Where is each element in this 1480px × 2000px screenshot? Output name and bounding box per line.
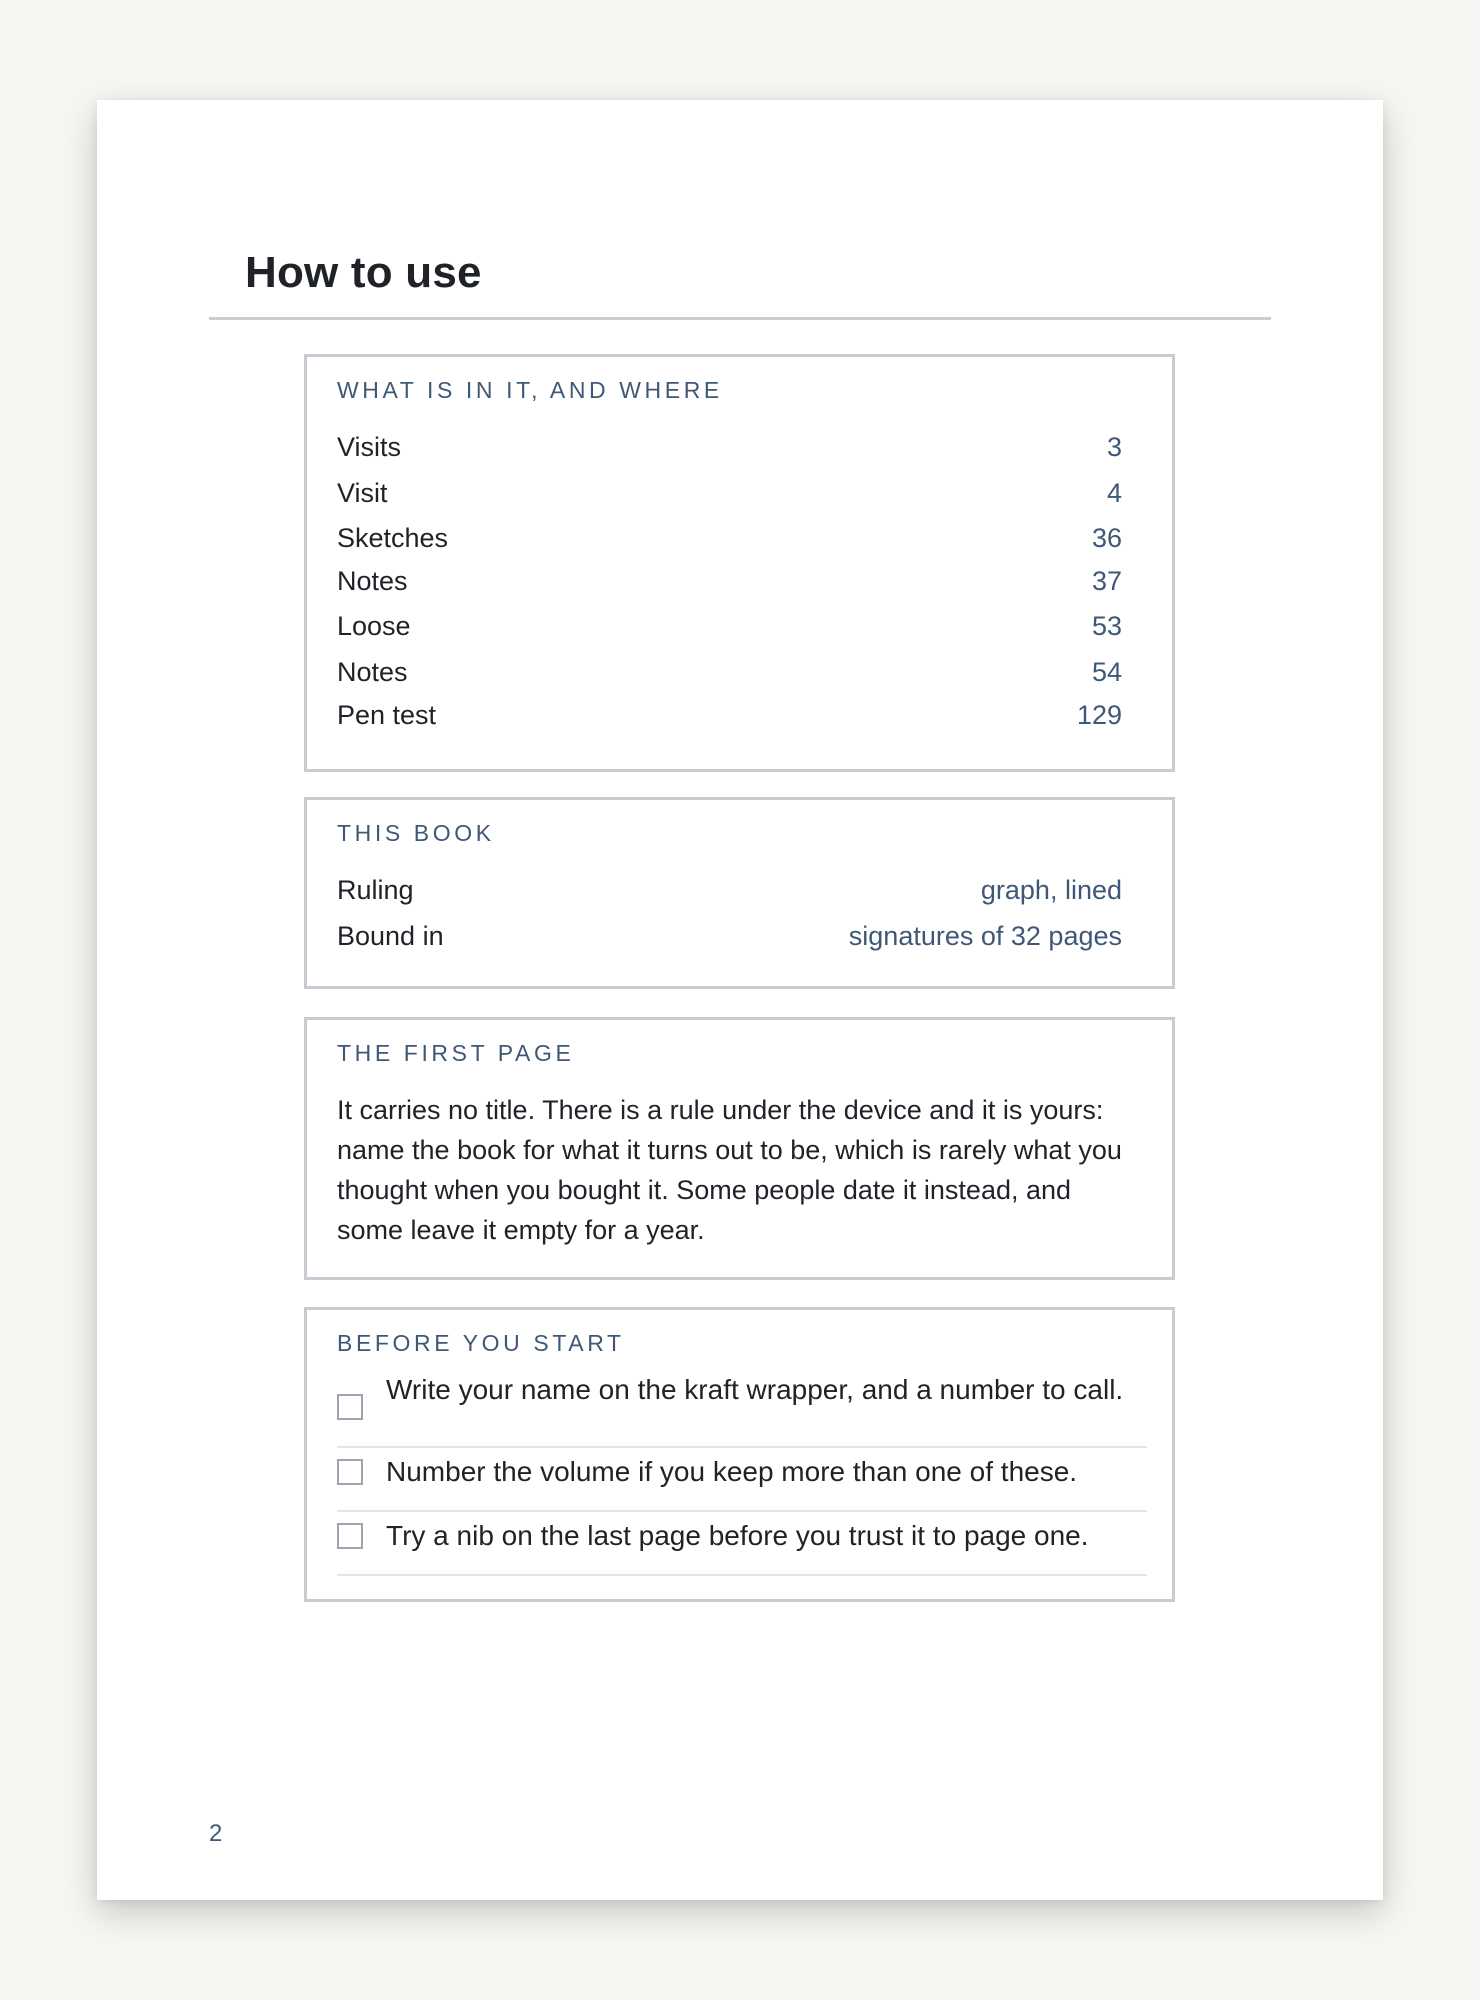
contents-item-page: 3 bbox=[1106, 432, 1122, 462]
checklist-item-text: Write your name on the kraft wrapper, and a number to call. bbox=[386, 1374, 1124, 1405]
page-number: 2 bbox=[209, 1820, 223, 1847]
book-box bbox=[304, 797, 1175, 989]
contents-box bbox=[304, 354, 1175, 772]
contents-item-label: Visits bbox=[337, 432, 402, 462]
contents-item-label: Pen test bbox=[337, 700, 437, 730]
contents-item-label: Notes bbox=[337, 566, 408, 596]
contents-label: WHAT IS IN IT, AND WHERE bbox=[337, 377, 723, 403]
before-start-box bbox=[304, 1307, 1175, 1602]
contents-row bbox=[337, 652, 1122, 692]
notebook-page bbox=[97, 100, 1383, 1900]
contents-item-page: 129 bbox=[1076, 700, 1122, 730]
checklist-item-text: Try a nib on the last page before you trust it to page one. bbox=[386, 1520, 1089, 1551]
checkbox-icon[interactable] bbox=[337, 1523, 363, 1549]
page-title: How to use bbox=[245, 248, 482, 297]
contents-item-label: Notes bbox=[337, 657, 408, 687]
contents-item-page: 37 bbox=[1091, 566, 1122, 596]
contents-row bbox=[337, 518, 1122, 558]
contents-row bbox=[337, 606, 1122, 646]
contents-row bbox=[337, 473, 1122, 513]
contents-item-page: 53 bbox=[1091, 611, 1122, 641]
checklist-item bbox=[337, 1370, 1147, 1448]
first-page-text: It carries no title. There is a rule under the device and it is yours: name the book for what it turns out to be, which is rarely what you thought when you bought it. Some people date it instead, and some leave it empty for a year. bbox=[337, 1095, 1122, 1245]
book-item-value: signatures of 32 pages bbox=[848, 921, 1122, 951]
checklist-item bbox=[337, 1448, 1147, 1512]
title-rule bbox=[209, 317, 1271, 320]
contents-item-label: Visit bbox=[337, 478, 388, 508]
book-item-label: Bound in bbox=[337, 921, 444, 951]
contents-item-page: 4 bbox=[1106, 478, 1122, 508]
contents-item-page: 54 bbox=[1091, 657, 1122, 687]
checklist-item-text: Number the volume if you keep more than one of these. bbox=[386, 1456, 1078, 1487]
contents-row bbox=[337, 427, 1122, 467]
first-page-label: THE FIRST PAGE bbox=[337, 1040, 575, 1066]
contents-row bbox=[337, 561, 1122, 601]
book-item-value: graph, lined bbox=[980, 875, 1122, 905]
contents-row bbox=[337, 695, 1122, 735]
contents-item-page: 36 bbox=[1091, 523, 1122, 553]
book-label: THIS BOOK bbox=[337, 820, 495, 846]
before-start-label: BEFORE YOU START bbox=[337, 1330, 625, 1356]
checkbox-icon[interactable] bbox=[337, 1459, 363, 1485]
checklist-item bbox=[337, 1512, 1147, 1576]
contents-item-label: Loose bbox=[337, 611, 411, 641]
contents-item-label: Sketches bbox=[337, 523, 449, 553]
first-page-box bbox=[304, 1017, 1175, 1280]
book-row bbox=[337, 916, 1122, 956]
book-item-label: Ruling bbox=[337, 875, 414, 905]
book-row bbox=[337, 870, 1122, 910]
checkbox-icon[interactable] bbox=[337, 1394, 363, 1420]
